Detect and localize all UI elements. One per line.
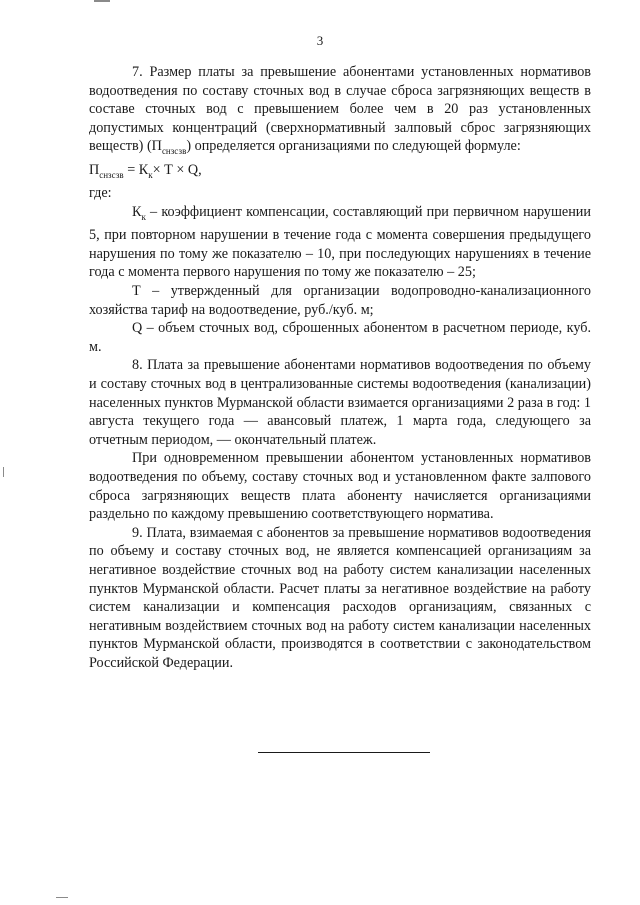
paragraph-7	[89, 63, 591, 161]
formula-p-subscript: снзсзв	[99, 169, 124, 180]
paragraph-7-subscript: снзсзв	[161, 146, 187, 157]
formula-end: × Т × Q,	[152, 161, 202, 178]
paragraph-7-text-a: 7. Размер платы за превышение абонентами установленных нормативов водоотведения по составу сточных вод в случае сброса загрязняющих веществ в составе сточных вод с превышением более чем в 20 раз установленных допустимых концентраций (сверхнормативный залповый сброс загрязняющих веществ) (П	[89, 64, 591, 155]
paragraph-9: 9. Плата, взимаемая с абонентов за превышение нормативов водоотведения по объему и составу сточных вод, не является компенсацией организациям за негативное воздействие сточных вод на работу систем канализации населенных пунктов Мурманской области. Расчет платы за негативное воздействие на работу систем канализации и компенсация расходов организациям, связанных с негативным воздействием сточных вод на работу систем канализации населенных пунктов Мурманской области, производятся в соответствии с законодательством Российской Федерации.	[89, 524, 591, 671]
scan-artifact-top	[94, 0, 110, 2]
where-label: где:	[89, 185, 112, 202]
paragraph-8-continued: При одновременном превышении абонентом установленных нормативов водоотведения по объему, составу сточных вод и установленном факте залпового сброса загрязняющих веществ плата абоненту начисляется организациями раздельно по каждому превышению соответствующего норматива.	[89, 450, 591, 523]
definition-t: Т – утвержденный для организации водопроводно-канализационного хозяйства тариф на водоотведение, руб./куб. м;	[89, 283, 591, 318]
formula-p: П	[89, 161, 100, 178]
page-number: 3	[316, 33, 324, 48]
paragraph-7-text-b: ) определяется организациями по следующей формуле:	[186, 138, 521, 155]
formula	[89, 161, 591, 184]
scan-artifact-left	[3, 467, 4, 477]
formula-mid: = К	[123, 161, 149, 178]
k-symbol: К	[132, 203, 142, 220]
formula-k-subscript: к	[148, 169, 153, 180]
scan-artifact-bottom	[56, 897, 68, 898]
document-body	[89, 63, 591, 672]
closing-rule	[258, 752, 430, 753]
paragraph-8: 8. Плата за превышение абонентами нормативов водоотведения по объему и составу сточных вод в централизованные системы водоотведения (канализации) населенных пунктов Мурманской области взимается организациями 2 раза в год: 1 августа текущего года — авансовый платеж, 1 марта года, следующего за отчетным периодом, — окончательный платеж.	[89, 357, 591, 448]
definition-k	[89, 203, 591, 282]
k-definition-text: – коэффициент компенсации, составляющий при первичном нарушении 5, при повторном нарушении в течение года с момента совершения предыдущего нарушения по тому же показателю – 10, при последующих нарушениях в течение года с момента первого нарушения по тому же показателю – 25;	[89, 203, 591, 281]
definition-q: Q – объем сточных вод, сброшенных абонентом в расчетном периоде, куб. м.	[89, 320, 591, 355]
k-subscript: к	[141, 211, 146, 222]
